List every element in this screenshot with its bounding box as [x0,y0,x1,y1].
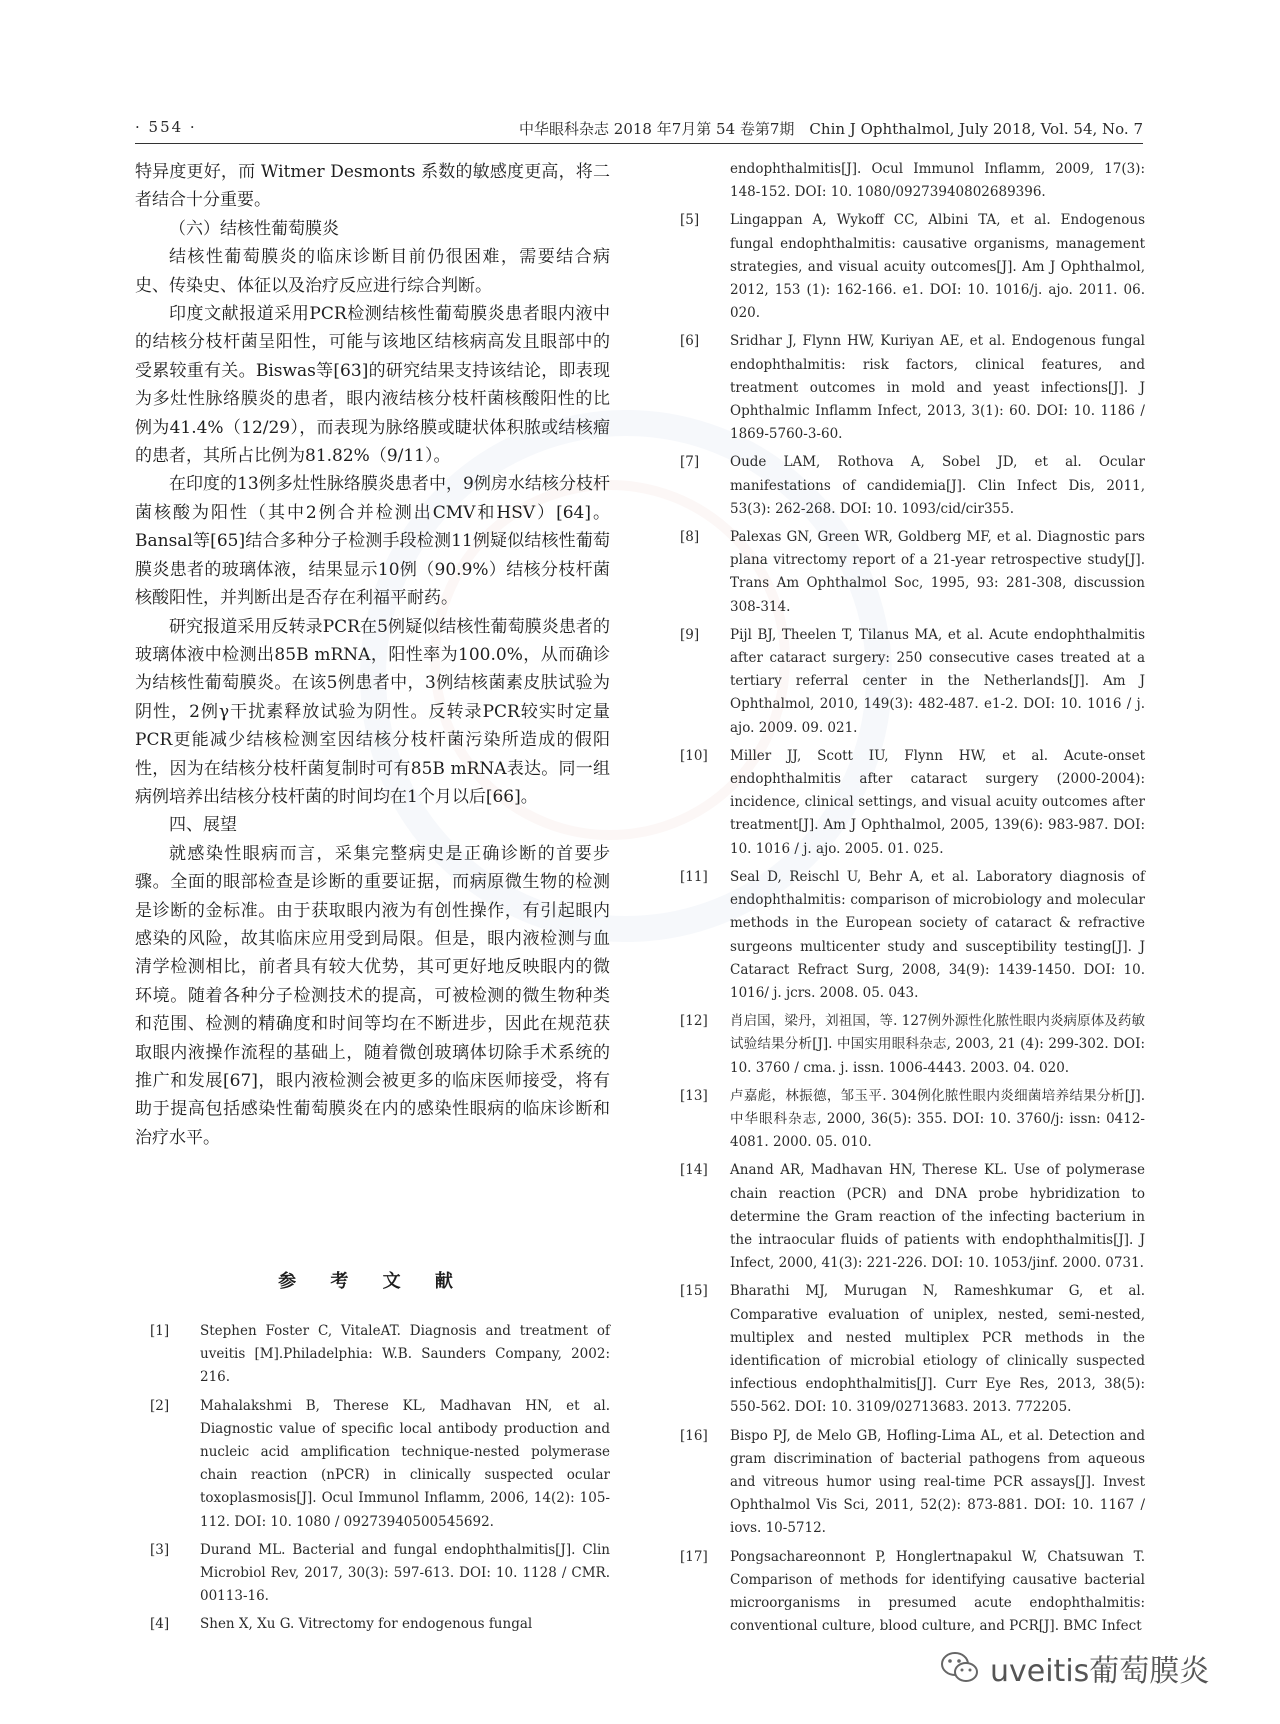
reference-item [680,1010,1145,1080]
reference-text: Sridhar J, Flynn HW, Kuriyan AE, et al. Endogenous fungal endophthalmitis: risk factors, clinical features, and treatment outcomes in mold and yeast infections[J]. J Ophthalmic Inflamm Infect, 2013, 3(1): 60. DOI: 10. 1186 / 1869-5760-3-60. [730,333,1145,443]
reference-item [680,866,1145,1005]
reference-item [680,624,1145,740]
reference-item [680,330,1145,446]
reference-item [680,209,1145,325]
reference-number: [10] [680,747,708,764]
reference-text: Oude LAM, Rothova A, Sobel JD, et al. Ocular manifestations of candidemia[J]. Clin Infect Dis, 2011, 53(3): 262-268. DOI: 10. 1093/cid/cir355. [730,454,1145,517]
reference-text: Shen X, Xu G. Vitrectomy for endogenous fungal [200,1616,533,1633]
reference-item [680,1425,1145,1541]
header-rule [135,143,1143,144]
reference-number: [17] [680,1548,708,1565]
reference-text: Lingappan A, Wykoff CC, Albini TA, et al. Endogenous fungal endophthalmitis: causative organisms, management strategies, and visual acuity outcomes[J]. Am J Ophthalmol, 2012, 153 (1): 162-166. e1. DOI: 10. 1016/j. ajo. 2011. 06. 020. [730,212,1145,322]
wechat-account-name: uveitis葡萄膜炎 [990,1654,1210,1689]
reference-continuation: endophthalmitis[J]. Ocul Immunol Inflamm, 2009, 17(3): 148-152. DOI: 10. 1080/09273940802689396. [730,161,1145,201]
references-left-column [150,1320,610,1642]
reference-number: [6] [680,333,700,350]
reference-text: Seal D, Reischl U, Behr A, et al. Laboratory diagnosis of endophthalmitis: comparison of microbiology and molecular methods in the European society of cataract & refractive surgeons multicenter study and susceptibility testing[J]. J Cataract Refract Surg, 2008, 34(9): 1439-1450. DOI: 10. 1016/ j. jcrs. 2008. 05. 043. [730,868,1145,1001]
reference-text: Palexas GN, Green WR, Goldberg MF, et al. Diagnostic pars plana vitrectomy report of a 21-year retrospective study[J]. Trans Am Ophthalmol Soc, 1995, 93: 281-308, discussion 308-314. [730,529,1145,615]
references-right-column [680,158,1145,1643]
reference-number: [15] [680,1283,708,1300]
reference-item [680,451,1145,521]
reference-number: [3] [150,1541,170,1558]
reference-number: [5] [680,212,700,229]
reference-text: 卢嘉彪，林振德，邹玉平. 304例化脓性眼内炎细菌培养结果分析[J]. 中华眼科杂志, 2000, 36(5): 355. DOI: 10. 3760/j: issn: 0412-4081. 2000. 05. 010. [730,1087,1145,1151]
section-heading-outlook: 四、展望 [169,815,237,836]
reference-text: Durand ML. Bacterial and fungal endophthalmitis[J]. Clin Microbiol Rev, 2017, 30(3): 597-613. DOI: 10. 1128 / CMR. 00113-16. [200,1541,610,1605]
body-paragraph: 特异度更好，而 Witmer Desmonts 系数的敏感度更高，将二者结合十分重要。 [135,162,610,211]
reference-text: Mahalakshmi B, Therese KL, Madhavan HN, et al. Diagnostic value of specific local antibody production and nucleic acid amplification technique-nested polymerase chain reaction (nPCR) in clinically suspected ocular toxoplasmosis[J]. Ocul Immunol Inflamm, 2006, 14(2): 105-112. DOI: 10. 1080 / 09273940500545692. [200,1397,610,1530]
reference-text: Bispo PJ, de Melo GB, Hofling-Lima AL, et al. Detection and gram discrimination of bacterial pathogens from aqueous and vitreous humor using real-time PCR assays[J]. Invest Ophthalmol Vis Sci, 2011, 52(2): 873-881. DOI: 10. 1167 / iovs. 10-5712. [730,1427,1145,1537]
wechat-account-badge [940,1648,1209,1688]
body-paragraph: 印度文献报道采用PCR检测结核性葡萄膜炎患者眼内液中的结核分枝杆菌呈阳性，可能与该地区结核病高发且眼部中的受累较重有关。Biswas等[63]的研究结果支持该结论，即表现为多灶性脉络膜炎的患者，眼内液结核分枝杆菌核酸阳性的比例为41.4%（12/29），而表现为脉络膜或睫状体积脓或结核瘤的患者，其所占比例为81.82%（9/11）。 [135,304,610,467]
references-title: 参 考 文 献 [278,1271,467,1292]
reference-number: [9] [680,626,700,643]
reference-number: [7] [680,454,700,471]
reference-text: Pijl BJ, Theelen T, Tilanus MA, et al. Acute endophthalmitis after cataract surgery: 250 consecutive cases treated at a tertiary referral center in the Netherlands[J]. Am J Ophthalmol, 2010, 149(3): 482-487. e1-2. DOI: 10. 1016 / j. ajo. 2009. 09. 021. [730,626,1145,736]
reference-item [150,1539,610,1609]
reference-number: [13] [680,1087,708,1104]
reference-number: [4] [150,1616,170,1633]
reference-number: [2] [150,1397,170,1414]
reference-text: Miller JJ, Scott IU, Flynn HW, et al. Acute-onset endophthalmitis after cataract surgery (2000-2004): incidence, clinical settings, and visual acuity outcomes after treatment[J]. Am J Ophthalmol, 2005, 139(6): 983-987. DOI: 10. 1016 / j. ajo. 2005. 01. 025. [730,747,1145,857]
section-heading-tuberculous-uveitis: （六）结核性葡萄膜炎 [169,218,339,239]
reference-number: [12] [680,1013,708,1030]
reference-item [680,1280,1145,1419]
page-number: · 554 · [135,118,197,136]
reference-number: [1] [150,1323,170,1339]
reference-item [680,745,1145,861]
reference-text: Stephen Foster C, VitaleAT. Diagnosis and treatment of uveitis [M].Philadelphia: W.B. Saunders Company, 2002: 216. [200,1323,610,1386]
reference-item [680,1546,1145,1639]
wechat-icon [940,1651,980,1685]
reference-text: Bharathi MJ, Murugan N, Rameshkumar G, et al. Comparative evaluation of uniplex, nested, semi-nested, multiplex and nested multiplex PCR methods in the identification of microbial etiology of clinically suspected infectious endophthalmitis[J]. Curr Eye Res, 2013, 38(5): 550-562. DOI: 10. 3109/02713683. 2013. 772205. [730,1283,1145,1416]
journal-running-title: 中华眼科杂志 2018 年7月第 54 卷第7期 Chin J Ophthalmol, July 2018, Vol. 54, No. 7 [519,120,1143,138]
reference-number: [16] [680,1427,708,1444]
reference-item [680,1085,1145,1155]
body-paragraph: 在印度的13例多灶性脉络膜炎患者中，9例房水结核分枝杆菌核酸为阳性（其中2例合并检测出CMV和HSV）[64]。Bansal等[65]结合多种分子检测手段检测11例疑似结核性葡萄膜炎患者的玻璃体液，结果显示10例（90.9%）结核分枝杆菌核酸阳性，并判断出是否存在利福平耐药。 [135,474,610,609]
reference-number: [14] [680,1162,708,1179]
reference-item [150,1395,610,1534]
reference-text: Pongsachareonnont P, Honglertnapakul W, Chatsuwan T. Comparison of methods for identifying causative bacterial microorganisms in presumed acute endophthalmitis: conventional culture, blood culture, and PCR[J]. BMC Infect [730,1548,1145,1635]
reference-item [680,1159,1145,1275]
reference-text: Anand AR, Madhavan HN, Therese KL. Use of polymerase chain reaction (PCR) and DNA probe hybridization to determine the Gram reaction of the infecting bacterium in the intraocular fluids of patients with endophthalmitis[J]. J Infect, 2000, 41(3): 221-226. DOI: 10. 1053/jinf. 2000. 0731. [730,1162,1145,1272]
body-paragraph: 结核性葡萄膜炎的临床诊断目前仍很困难，需要结合病史、传染史、体征以及治疗反应进行综合判断。 [135,247,610,296]
reference-number: [8] [680,529,700,546]
reference-text: 肖启国，梁丹，刘祖国，等. 127例外源性化脓性眼内炎病原体及药敏试验结果分析[J]. 中国实用眼科杂志, 2003, 21 (4): 299-302. DOI: 10. 3760 / cma. j. issn. 1006-4443. 2003. 04. 020. [730,1013,1145,1076]
reference-number: [11] [680,868,708,885]
left-column-body [135,158,610,1152]
reference-item [150,1613,610,1636]
body-paragraph: 研究报道采用反转录PCR在5例疑似结核性葡萄膜炎患者的玻璃体液中检测出85B mRNA，阳性率为100.0%，从而确诊为结核性葡萄膜炎。在该5例患者中，3例结核菌素皮肤试验为阴性，2例γ干扰素释放试验为阴性。反转录PCR较实时定量PCR更能减少结核检测室因结核分枝杆菌污染所造成的假阳性，因为在结核分枝杆菌复制时可有85B mRNA表达。同一组病例培养出结核分枝杆菌的时间均在1个月以后[66]。 [135,616,610,807]
body-paragraph: 就感染性眼病而言，采集完整病史是正确诊断的首要步骤。全面的眼部检查是诊断的重要证据，而病原微生物的检测是诊断的金标准。由于获取眼内液为有创性操作，有引起眼内感染的风险，故其临床应用受到局限。但是，眼内液检测与血清学检测相比，前者具有较大优势，其可更好地反映眼内的微环境。随着各种分子检测技术的提高，可被检测的微生物种类和范围、检测的精确度和时间等均在不断进步，因此在规范获取眼内液操作流程的基础上，随着微创玻璃体切除手术系统的推广和发展[67]，眼内液检测会被更多的临床医师接受，将有助于提高包括感染性葡萄膜炎在内的感染性眼病的临床诊断和治疗水平。 [135,843,610,1148]
reference-item [150,1320,610,1390]
reference-item [680,526,1145,619]
